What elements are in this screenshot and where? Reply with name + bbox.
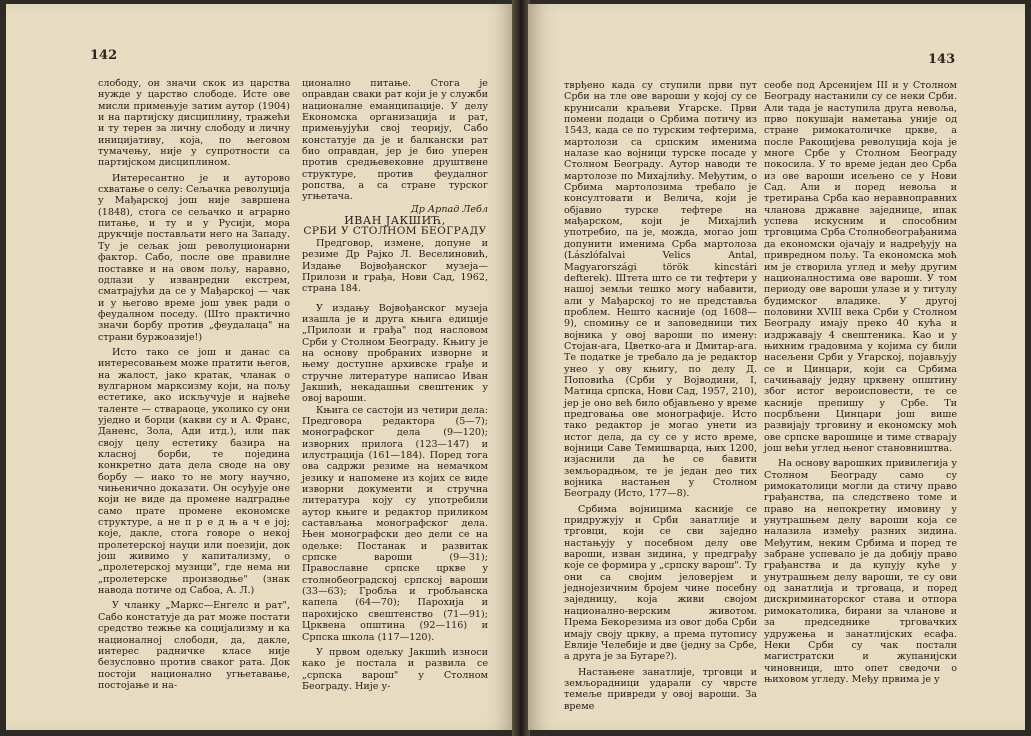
paragraph: На основу варошких привилегија у Столном Београду само су римокатолици могли да стичу право грађанства, па следствено томе и право на непокретну имовину у унутрашњем делу вароши која се налазила између разних зидина. Међутим, неким Србима и поред те забране успевало је да добију право грађанства и да купују куће у унутрашњем делу вароши, те су ови од занатлија и трговаца, и поред дискриминаторског става и отпора римокатолика, бирани за чланове и за председнике трговачких удружења и занатлијских есафа. Неки Срби су чак постали магистратски и жупанијски чиновници, што опет сведочи о њиховом угледу. Међу првима је у	[764, 458, 957, 685]
left-column-1	[98, 78, 290, 691]
paragraph: сеобе под Арсенијем III и у Столном Београду настанили су се неки Срби. Али тада је наступила друга невоља, прво покушаји наметања унијe од стране римокатоличке цркве, а после Ракоцијева револуција која је многе Србе у Столном Београду покосила. У то време један део Срба из ове вароши исељено се у Нови Сад. Али и поред невоља и третирања Срба као неравноправних чланова државне заједнице, ипак успева искусним и способним трговцима Срба Столнобеограђанима да економски ојачају и надређују на привредном пољу. Та економска моћ им је створила углед и међу другим националностима ове вароши. У том периоду ове вароши улазе и у титулу будимског владике. У другој половини XVIII века Срби у Столном Београду имају преко 40 кућа и издржавају 4 свештеника. Као и у њихним градовима у којима су били насељени Срби у Угарској, појављују се и Цинцари, који са Србима сачињавају једну црквену општину због истoг вероисповести, те се касније препишу у Србе. Ти посрбљени Цинцари још више развијају трговину и економску моћ ове српске варошице и тиме стварају још већи углед њеног становништва.	[764, 80, 957, 454]
paragraph: Србима војницима касније се придружују и Срби занатлије и трговци, који се сви заједно настањују у посебном делу ове вароши, изван зидина, у предграђу које се формира у „српску варош". Ту они са својим јеловерјем и једнојезичним бројем чине посебну заједницу, која живи својом национално-верским животом. Према Бекорезима из овог доба Срби имају своју цркву, а према путопису Евлије Челебије и две (једну за Србе, а друга је за Бугаре?).	[564, 503, 757, 663]
left-column-2	[302, 78, 488, 692]
paragraph: тврђено када су ступили први пут Срби на тле ове вароши у којој су се крунисали краљеви Угарске. Први помени подаци о Србима потичу из 1543, када се по турским тефтерима, мартолози са српским именима налазе као војници турске посаде у Столном Београду. Аутор наводи те мартолозе по Михајлићу. Међутим, о Србима мартолозима требало је консултовати и Велича, који је објавио турске тефтере на мађарском, који је Михајлић употребио, па је, можда, могао још допунити именима Срба мартолоза (Lászlófalvai Velics Antal, Magyarországi török kincstári defterek). Штета што се ти тефтери у нашој земљи тешко могу набавити, али у Мађарској то не представља проблем. Нешто касније (од 1608—9), спомињу се и заповедници тих војника у овој вароши по имену: Стојан-ага, Цветко-ага и Дмитар-ага. Те податке је требало да је редактор унео у ову књигу, по делу Д. Поповића (Срби у Војводини, I, Матица српска, Нови Сад, 1957, 210), јер је оно већ било објављено у време предговања ове монографије. Исто тако редактор је могао унети из истог дела, да су се у исто време, војници Саве Темишварца, њих 1200, изјаснили да ће се бавити земљорадњом, те је један део тих војника настањен у Столном Београду (Исто, 177—8).	[564, 80, 757, 500]
paragraph: Интересантно је и ауторово схватање о селу: Сељачка револуција у Мађарској још није завршена (1848), стога се сељачко и аграрно питање, и ту и у Русији, мора друкчије постављати него на Западу. Ту је сељак још револуционарни фактор. Сабо, после ове правилне поставке и на овом пољу, наравно, одлази у изванредни екстрем, сматрајући да се у Мађарској — чак и у његово време још увек ради о феудалном поседу. (Што практично значи борбу против „феудалаца" на страни буржоазије!)	[98, 172, 290, 343]
right-column-2	[764, 80, 957, 685]
paragraph: Књига се састоји из четири дела: Предговора редактора (5—7); монографског дела (9—120); изворних прилога (123—147) и илустрација (161—184). Поред тога ова садржи резиме на немачком језику и напомене из којих се виде изворни документи и стручна литература коју су употребили аутор књиге и редактор приликом састављања монографског дела. Њен монографски део дели се на одељке: Постанак и развитак српске вароши (9—31); Православне српске цркве у столнобеоградској српској вароши (33—63); Гробља и гробљанска капела (64—70); Парохија и парохијско свештенство (71—91); Црквена општина (92—116) и Српска школа (117—120).	[302, 404, 488, 643]
bibliographic-note: Предговор, измене, допуне и резиме Др Рајко Л. Веселиновић, Издање Војвођанског музеја—Прилози и грађа, Нови Сад, 1962, страна 184.	[302, 237, 488, 295]
page-number-right: 143	[928, 52, 956, 67]
paragraph: У чланку „Маркс—Енгелс и рат", Сабо констатује да рат може постати средство тежње ка социјализму и ка националној слободи, да, дакле, интерес радничке класе није безусловно против сваког рата. Док постоји национално угњетавање, постојање и на-	[98, 600, 290, 691]
author-signature: Др Арпад Лебл	[410, 203, 488, 215]
paragraph: Настањене занатлије, трговци и земљорадници ударали су чврсте темеље привреди у овој вароши. За време	[564, 666, 757, 712]
article-subtitle: СРБИ У СТОЛНОМ БЕОГРАДУ	[303, 225, 487, 238]
paragraph: Исто тако се још и данас са интересовањем може пратити његов, на жалост, јако кратак, чланак о вулгарном марксизму који, на пољу естетике, ако искључује и највеће таленте — ствараоце, уколико су они уједно и борци (какви су и А. Франс, Даненс, Зола, Ади итд.), или пак своју целу естетику базира на класној борби, те појединa конкретно дата дела своде на ову борбу — иако то не могу научно, чињенично доказати. Он осуђује оне који не виде да промене надградње само прате промене економске структуре, а не п р е д њ а ч е јој; које, дакле, стога говоре о некој пролетерској науци или поезији, док још живимо у капитализму, о „пролетерској музици", где нема ни „пролетерске производње" (знак навода потиче од Сабоа, А. Л.)	[98, 346, 290, 597]
article-title: ИВАН ЈАКШИЋ,	[344, 214, 446, 228]
right-page	[528, 4, 1025, 730]
left-page	[6, 4, 514, 730]
right-column-1	[564, 80, 757, 712]
paragraph: У издању Војвођанског музеја изашла је и друга књига едиције „Прилози и грађа" под насловом Срби у Столном Београду. Књигу је на основу пробраних изворне и њему доступне архивске грађе и стручне литературе написао Иван Јакшић, некадашњи свештеник у овој вароши.	[302, 302, 488, 405]
paragraph: У првом одељку Јакшић износи како је постала и развила се „српска варош" у Столном Београду. Није у-	[302, 646, 488, 692]
paragraph: ционално питање. Стога је оправдан сваки рат који је у служби националне еманципације. У делу Економска организација и рат, примењујући свој теорију, Сабо констатује да је и балкански рат био оправдан, јер је био уперен против средњевековне друштвене структуре, против феудалног ропства, а са стране турског угњетача.	[302, 78, 488, 203]
paragraph: слободу, он значи скок из царства нужде у царство слободе. Исте ове мисли примењује затим аутор (1904) и на партијску дисциплину, тражећи и ту терен за личну слободу и личну иницијативу, која, по његовом тумачењу, није у супротности са партијском дисциплином.	[98, 78, 290, 169]
page-number-left: 142	[90, 48, 118, 63]
